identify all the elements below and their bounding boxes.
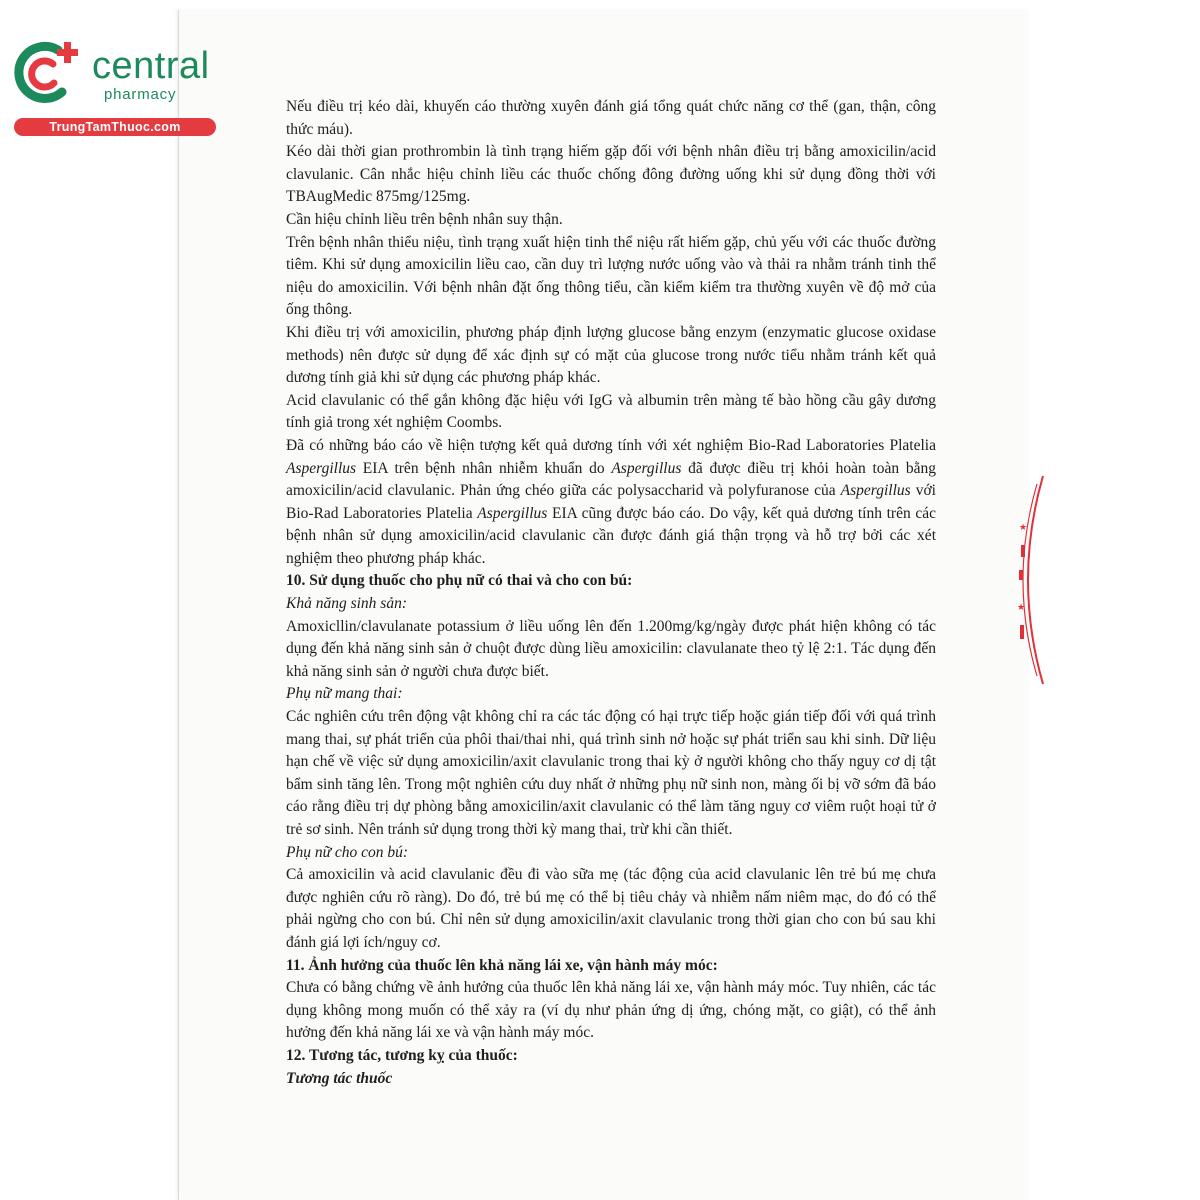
paragraph: Nếu điều trị kéo dài, khuyến cáo thường xuyên đánh giá tổng quát chức năng cơ thể (gan, thận, công thức máu). [286,98,936,138]
central-pharmacy-logo-icon [8,36,86,110]
italic-term: Aspergillus [840,482,911,500]
subheading-drug-interactions: Tương tác thuốc [286,1069,393,1087]
subheading-pregnancy: Phụ nữ mang thai: [286,685,403,703]
svg-text:★: ★ [1019,523,1028,533]
brand-url-badge[interactable]: TrungTamThuoc.com [14,118,216,136]
subheading-breastfeeding: Phụ nữ cho con bú: [286,843,409,861]
text-run: EIA cũng được báo cáo. Do vậy, kết quả dương tính trên các bệnh nhân sử dụng amoxicilin/acid clavulanic cần được đánh giá thận trọng và hỗ trợ bởi các xét nghiệm theo phương pháp khác. [286,504,936,567]
central-pharmacy-logo [8,36,218,136]
italic-term: Aspergillus [477,504,548,522]
text-run: Đã có những báo cáo về hiện tượng kết quả dương tính với xét nghiệm Bio-Rad Laboratories Platelia [286,436,936,454]
text-run: EIA trên bệnh nhân nhiễm khuẩn do [356,459,612,477]
brand-subtitle: pharmacy [104,86,177,103]
paragraph: Chưa có bằng chứng về ảnh hưởng của thuốc lên khả năng lái xe, vận hành máy móc. Tuy nhiên, các tác dụng không mong muốn có thể xảy ra (ví dụ như phản ứng dị ứng, chóng mặt, co giật), có thể ảnh hưởng đến khả năng lái xe và vận hành máy móc. [286,979,936,1042]
paragraph: Khi điều trị với amoxicilin, phương pháp định lượng glucose bằng enzym (enzymatic glucose oxidase methods) nên được sử dụng để xác định sự có mặt của glucose trong nước tiểu nhằm tránh kết quả dương tính giả khi sử dụng các phương pháp khác. [286,323,936,387]
paragraph: Acid clavulanic có thể gắn không đặc hiệu với IgG và albumin trên màng tế bào hồng cầu gây dương tính giả trong xét nghiệm Coombs. [286,391,936,432]
paragraph: Amoxicllin/clavulanate potassium ở liều uống lên đến 1.200mg/kg/ngày được phát hiện không có tác dụng đến khả năng sinh sản ở chuột được dùng liều amoxicilin: clavulanate theo tỷ lệ 2:1. Tác dụng đến khả năng sinh sản ở người chưa được biết. [286,617,936,680]
section-heading-10: 10. Sử dụng thuốc cho phụ nữ có thai và cho con bú: [286,572,633,590]
paragraph: Cả amoxicilin và acid clavulanic đều đi vào sữa mẹ (tác động của acid clavulanic lên trẻ bú mẹ chưa được nghiên cứu rõ ràng). Do đó, trẻ bú mẹ có thể bị tiêu chảy và nhiễm nấm niêm mạc, do đó có thể phải ngừng cho con bú. Chỉ nên sử dụng amoxicilin/axit clavulanic trong thời gian cho con bú sau khi đánh giá lợi ích/nguy cơ. [286,866,936,951]
section-heading-11: 11. Ảnh hưởng của thuốc lên khả năng lái xe, vận hành máy móc: [286,956,718,974]
text-run: đã được điều trị khỏi hoàn toàn bằng amoxicilin/acid clavulanic. Phản ứng chéo giữa các polysaccharid và polyfuranose của [286,459,936,500]
paragraph: Trên bệnh nhân thiểu niệu, tình trạng xuất hiện tinh thể niệu rất hiếm gặp, chủ yếu với các thuốc đường tiêm. Khi sử dụng amoxicilin liều cao, cần duy trì lượng nước uống vào và thải ra nhằm tránh tinh thể niệu do amoxicilin. Với bệnh nhân đặt ống thông tiểu, cần kiểm kiểm tra thường xuyên về độ mở của ống thông. [286,233,936,319]
paragraph: Cần hiệu chỉnh liều trên bệnh nhân suy thận. [286,210,563,228]
text-run: với Bio-Rad Laboratories Platelia [286,482,936,522]
section-heading-12: 12. Tương tác, tương kỵ của thuốc: [286,1046,518,1064]
brand-name: central [92,45,210,87]
italic-term: Aspergillus [611,459,682,477]
svg-text:★: ★ [1017,603,1026,613]
paragraph: Các nghiên cứu trên động vật không chỉ ra các tác động có hại trực tiếp hoặc gián tiếp đối với quá trình mang thai, sự phát triển của phôi thai/thai nhi, quá trình sinh nở hoặc sự phát triển sau khi sinh. Dữ liệu hạn chế về việc sử dụng amoxicilin/axit clavulanic trong thai kỳ ở người không cho thấy nguy cơ dị tật bẩm sinh tăng lên. Trong một nghiên cứu duy nhất ở những phụ nữ sinh non, màng ối bị vỡ sớm đã báo cáo rằng điều trị dự phòng bằng amoxicilin/axit clavulanic có thể làm tăng nguy cơ viêm ruột hoại tử ở trẻ sơ sinh. Nên tránh sử dụng trong thời kỳ mang thai, trừ khi cần thiết. [286,708,936,838]
red-seal-stamp [1005,470,1045,690]
italic-term: Aspergillus [286,459,357,477]
paragraph: Kéo dài thời gian prothrombin là tình trạng hiếm gặp đối với bệnh nhân điều trị bằng amoxicilin/acid clavulanic. Cân nhắc hiệu chỉnh liều các thuốc chống đông đường uống khi sử dụng đồng thời với TBAugMedic 875mg/125mg. [286,143,936,206]
subheading-fertility: Khả năng sinh sản: [286,595,407,613]
paragraph-aspergillus [286,435,936,571]
document-body [286,96,936,1090]
